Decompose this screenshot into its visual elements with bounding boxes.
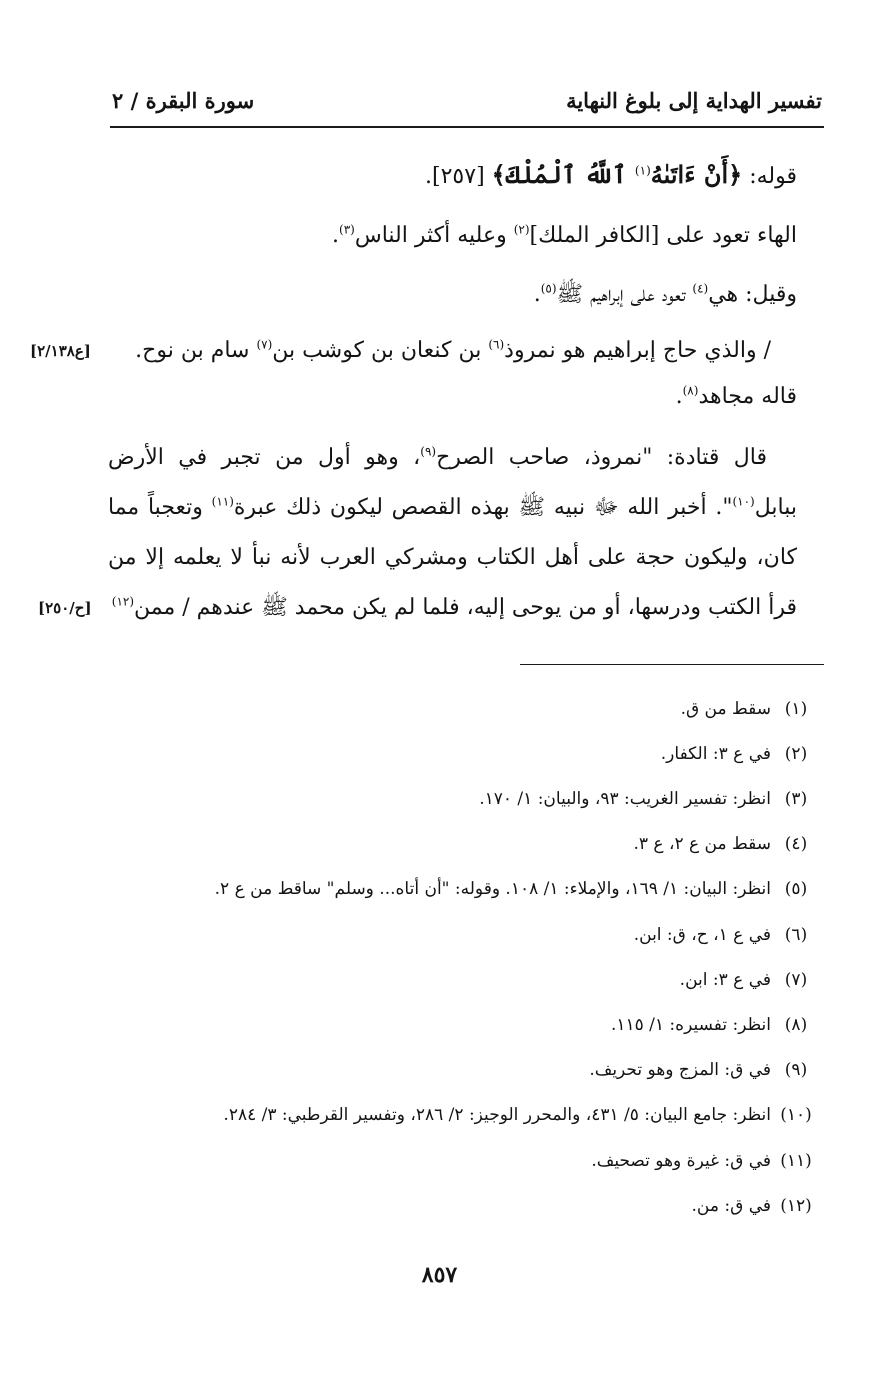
footnote-text: في ع ٣: ابن. — [679, 970, 771, 990]
footnote-item — [633, 831, 821, 857]
running-header — [112, 88, 822, 118]
footnote-ref: (١٢) — [111, 594, 135, 609]
footnote-number: (٦) — [784, 925, 808, 945]
footnote-item — [634, 922, 821, 948]
footnote-text: سقط من ق. — [680, 699, 771, 719]
body-line-9: قرأ الكتب ودرسها، أو من يوحى إليه، فلما لم يكن محمد ﷺ عندهم / ممن$^{(١٢)}$ — [111, 594, 797, 620]
footnote-text: في ق: غيرة وهو تصحيف. — [591, 1151, 771, 1171]
footnote-ref: (٢) — [513, 222, 530, 237]
footnote-number: (١١) — [780, 1151, 812, 1171]
manuscript-marker: [ع٢/١٣٨] — [30, 342, 91, 360]
footnote-ref: (٣) — [339, 222, 355, 237]
footnote-ref: (٧) — [256, 337, 273, 352]
footnote-ref: (٨) — [682, 383, 699, 398]
quran-verse: ٱللَّهُ ٱلْمُلْكَ﴾ — [491, 160, 635, 189]
footnote-ref: (١١) — [211, 494, 234, 509]
footnote-text: سقط من ع ٢، ع ٣. — [633, 834, 771, 854]
footnote-text: انظر: جامع البيان: ٥/ ٤٣١، والمحرر الوجيز: ٢/ ٢٨٦، وتفسير القرطبي: ٣/ ٢٨٤. — [223, 1105, 771, 1125]
footnote-item — [591, 1148, 821, 1174]
body-line-1: قوله: ﴿أَنْ ءَاتَىٰهُ$^{(١)}$ ٱللَّهُ ٱلْمُلْكَ﴾ [٢٥٧]. — [425, 160, 797, 189]
page-number: ٨٥٧ — [421, 1262, 458, 1288]
footnote-text: انظر: تفسير الغريب: ٩٣، والبيان: ١/ ١٧٠. — [479, 789, 771, 809]
book-title: تفسير الهداية إلى بلوغ النهاية — [566, 88, 822, 113]
footnote-item — [479, 786, 821, 812]
footnote-number: (٧) — [784, 970, 808, 990]
footnote-text: في ق: المزج وهو تحريف. — [589, 1060, 771, 1080]
footnote-number: (٥) — [784, 879, 808, 899]
footnote-text: في ع ١، ح، ق: ابن. — [633, 925, 771, 945]
body-line-2: الهاء تعود على [الكافر الملك]$^{(٢)}$ وعليه أكثر الناس$^{(٣)}$. — [332, 222, 797, 248]
footnote-ref: (٦) — [488, 337, 505, 352]
footnote-item — [680, 967, 821, 993]
footnote-text: انظر: البيان: ١/ ١٦٩، والإملاء: ١/ ١٠٨. وقوله: "أن أتاه... وسلم" ساقط من ع ٢. — [214, 879, 771, 899]
footnote-item — [215, 876, 821, 902]
footnote-item — [681, 696, 821, 722]
body-line-5: قاله مجاهد$^{(٨)}$. — [675, 383, 797, 409]
body-line-6: قال قتادة: "نمروذ، صاحب الصرح$^{(٩)}$، وهو أول من تجبر في الأرض — [108, 444, 767, 470]
footnote-number: (٢) — [784, 744, 808, 764]
footnote-rule — [520, 664, 824, 665]
footnote-ref: (١٠) — [732, 494, 755, 509]
footnote-number: (٩) — [784, 1060, 808, 1080]
footnote-number: (٤) — [784, 834, 808, 854]
body-line-7: ببابل$^{(١٠)}$". أخبر الله ﷻ نبيه ﷺ بهذه القصص ليكون ذلك عبرة$^{(١١)}$ وتعجباً مما — [108, 494, 797, 520]
footnote-number: (٣) — [784, 789, 808, 809]
footnote-ref: (٤) — [692, 281, 709, 296]
body-line-3: وقيل: هي$^{(٤)}$ تعود على إبراهيم ﷺ$^{(٥)}$. — [533, 281, 797, 307]
footnote-number: (٨) — [784, 1015, 808, 1035]
body-line-4: / والذي حاج إبراهيم هو نمروذ$^{(٦)}$ بن كنعان بن كوشب بن$^{(٧)}$ سام بن نوح. — [135, 337, 771, 363]
footnote-number: (١) — [784, 699, 808, 719]
footnote-number: (١٢) — [780, 1196, 812, 1216]
footnote-ref: (١) — [634, 163, 651, 178]
manuscript-marker: [ح/٢٥٠] — [38, 599, 92, 617]
header-rule — [110, 126, 824, 128]
quran-verse: ﴿أَنْ ءَاتَىٰهُ — [650, 160, 743, 189]
surah-label: سورة البقرة / ٢ — [112, 88, 255, 113]
footnote-item — [661, 741, 821, 767]
footnote-text: انظر: تفسيره: ١/ ١١٥. — [610, 1015, 771, 1035]
footnote-ref: (٩) — [420, 444, 437, 459]
footnote-text: في ق: من. — [691, 1196, 771, 1216]
footnote-ref: (٥) — [540, 281, 557, 296]
footnote-text: في ع ٣: الكفار. — [660, 744, 771, 764]
footnote-item — [589, 1057, 821, 1083]
footnote-item — [692, 1193, 821, 1219]
footnote-item — [223, 1102, 821, 1128]
footnote-item — [611, 1012, 821, 1038]
body-line-8: كان، وليكون حجة على أهل الكتاب ومشركي العرب لأنه نبأ لا يعلمه إلا من — [108, 545, 797, 570]
footnote-number: (١٠) — [780, 1105, 812, 1125]
